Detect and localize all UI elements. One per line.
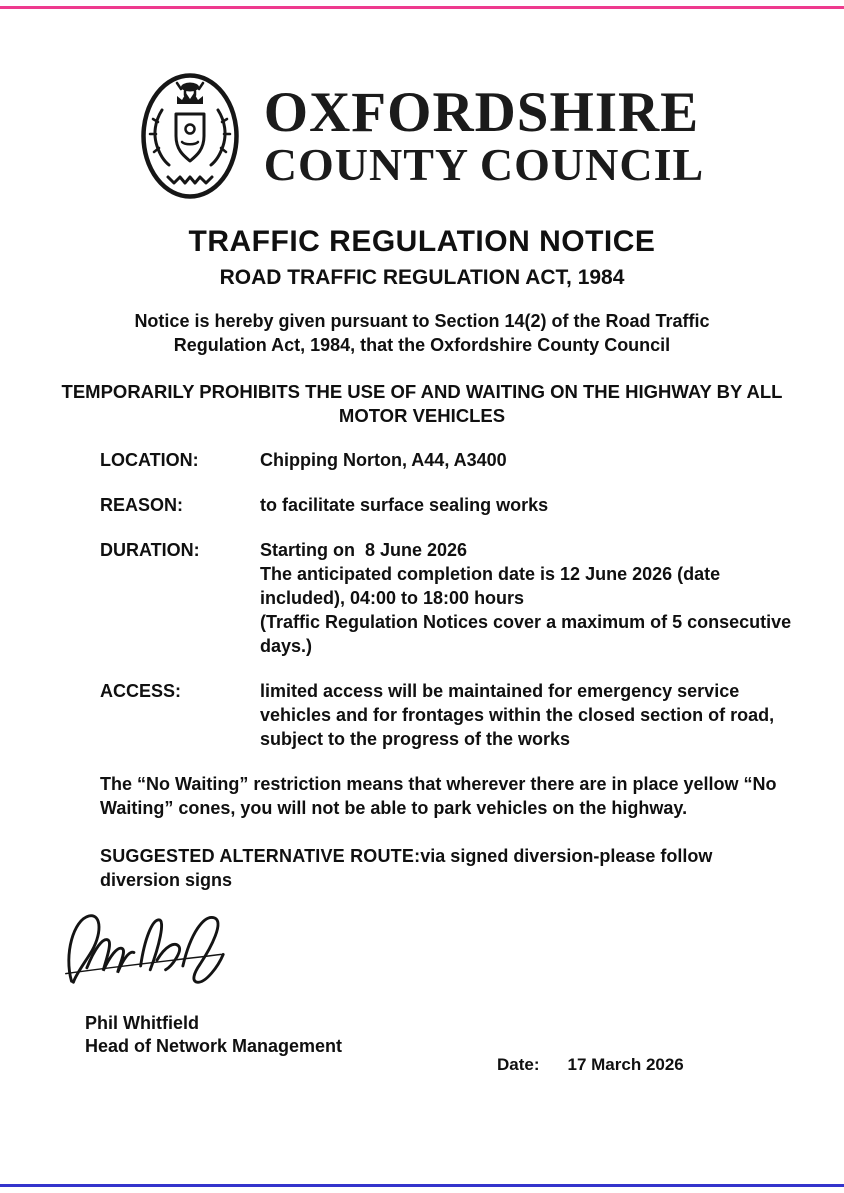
duration-start-line: Starting on 8 June 2026 — [260, 540, 468, 560]
location-value — [260, 448, 794, 472]
access-label: ACCESS: — [100, 681, 182, 701]
access-line: limited access will be maintained for emergency service vehicles and for frontages within the closed section of road, subject to the progress of the works — [260, 681, 780, 749]
notice-subtitle: ROAD TRAFFIC REGULATION ACT, 1984 — [219, 266, 625, 289]
location-label: LOCATION: — [100, 450, 199, 470]
duration-value — [260, 538, 797, 658]
reason-value — [260, 493, 794, 517]
no-waiting-note: The “No Waiting” restriction means that wherever there are in place yellow “No Waiting” cones, you will not be able to park vehicles on the highway. — [100, 774, 777, 818]
date-line — [497, 1054, 844, 1076]
council-crest-icon — [140, 72, 240, 200]
signatory-name: Phil Whitfield — [85, 1013, 199, 1033]
signature — [60, 906, 844, 998]
date-label: Date: — [497, 1055, 540, 1074]
duration-maximum-line: (Traffic Regulation Notices cover a maximum of 5 consecutive days.) — [260, 612, 797, 656]
location-line: Chipping Norton, A44, A3400 — [260, 450, 507, 470]
alternative-route — [100, 844, 792, 892]
date-value: 17 March 2026 — [567, 1055, 684, 1074]
detail-row-location — [100, 448, 794, 472]
council-name-line1: OXFORDSHIRE — [263, 80, 700, 144]
page-bottom-rule — [0, 1184, 844, 1187]
signatory-block — [85, 1012, 844, 1058]
signatory-role: Head of Network Management — [85, 1036, 343, 1056]
duration-completion-line: The anticipated completion date is 12 June 2026 (date included), 04:00 to 18:00 hours — [260, 564, 726, 608]
council-name-line2: COUNTY COUNCIL — [263, 138, 705, 190]
notice-title: TRAFFIC REGULATION NOTICE — [188, 225, 656, 258]
alternative-route-label: SUGGESTED ALTERNATIVE ROUTE: — [100, 846, 421, 866]
detail-row-duration — [100, 538, 797, 658]
access-value — [260, 679, 794, 751]
alternative-route-text: via signed diversion-please follow diversion signs — [100, 846, 713, 890]
duration-label: DURATION: — [100, 540, 200, 560]
detail-row-access — [100, 679, 794, 751]
reason-label: REASON: — [100, 495, 184, 515]
prohibition-statement: TEMPORARILY PROHIBITS THE USE OF AND WAITING ON THE HIGHWAY BY ALL MOTOR VEHICLES — [61, 381, 783, 426]
details-section — [100, 448, 797, 751]
reason-line: to facilitate surface sealing works — [260, 495, 549, 515]
council-masthead — [0, 0, 844, 200]
detail-row-reason — [100, 493, 794, 517]
council-wordmark — [263, 80, 705, 190]
page-top-rule — [0, 6, 844, 9]
intro-paragraph: Notice is hereby given pursuant to Section 14(2) of the Road Traffic Regulation Act, 1984, that the Oxfordshire County Council — [134, 311, 710, 355]
